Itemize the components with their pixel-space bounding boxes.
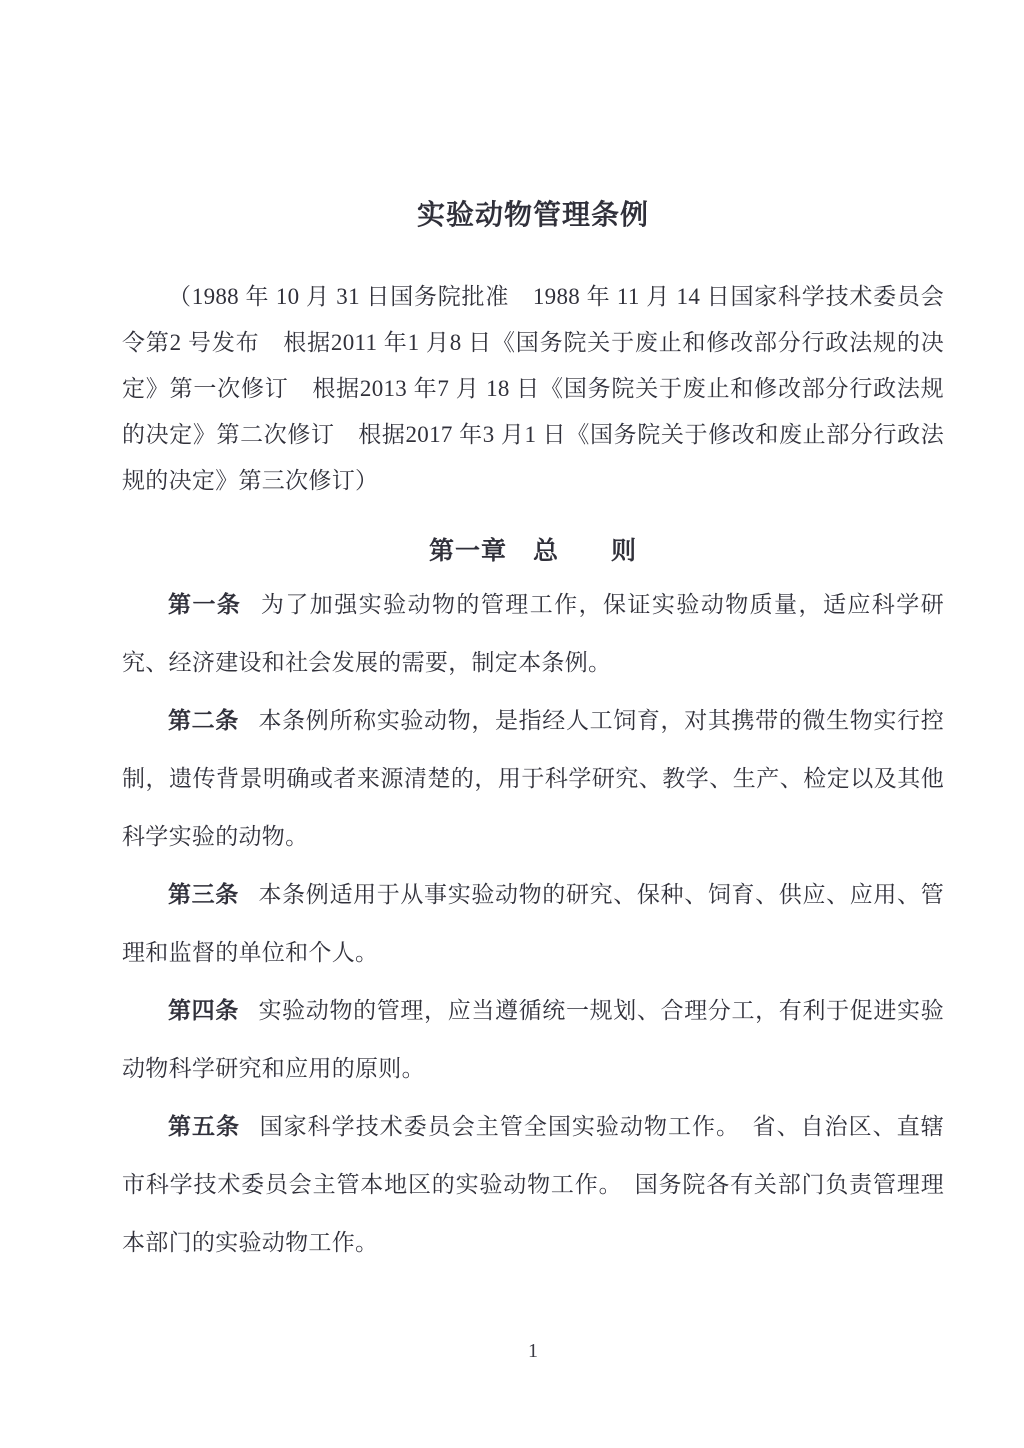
article-2 [122,692,944,866]
article-1 [122,576,944,692]
article-4-label: 第四条 [168,998,239,1023]
article-1-text: 为了加强实验动物的管理工作，保证实验动物质量，适应科学研究、经济建设和社会发展的需要，制定本条例。 [122,592,945,675]
article-2-text: 本条例所称实验动物，是指经人工饲育，对其携带的微生物实行控制，遗传背景明确或者来源清楚的，用于科学研究、教学、生产、检定以及其他科学实验的动物。 [122,708,944,849]
article-3-label: 第三条 [168,882,239,907]
article-3 [122,866,944,982]
article-5 [122,1098,944,1272]
article-5-label: 第五条 [168,1114,241,1139]
articles-section [122,576,944,1272]
article-2-label: 第二条 [168,708,239,733]
document-title: 实验动物管理条例 [416,200,649,231]
document-content [122,0,944,1272]
article-5-text: 国家科学技术委员会主管全国实验动物工作。 省、自治区、直辖市科学技术委员会主管本地区的实验动物工作。 国务院各有关部门负责管理理本部门的实验动物工作。 [122,1114,944,1255]
article-4 [122,982,944,1098]
article-3-text: 本条例适用于从事实验动物的研究、保种、饲育、供应、应用、管理和监督的单位和个人。 [122,882,944,965]
page-number: 1 [528,1340,538,1362]
chapter-heading: 第一章 总 则 [428,538,637,565]
preamble-paragraph: （1988 年 10 月 31 日国务院批准 1988 年 11 月 14 日国家科学技术委员会令第2 号发布 根据2011 年1 月8 日《国务院关于废止和修改部分行政法规的决定》第一次修订 根据2013 年7 月 18 日《国务院关于废止和修改部分行政法规的决定》第二次修订 根据2017 年3 月1 日《国务院关于修改和废止部分行政法规的决定》第三次修订） [122,284,944,493]
article-1-label: 第一条 [168,592,242,617]
article-4-text: 实验动物的管理，应当遵循统一规划、合理分工，有利于促进实验动物科学研究和应用的原则。 [122,998,944,1081]
